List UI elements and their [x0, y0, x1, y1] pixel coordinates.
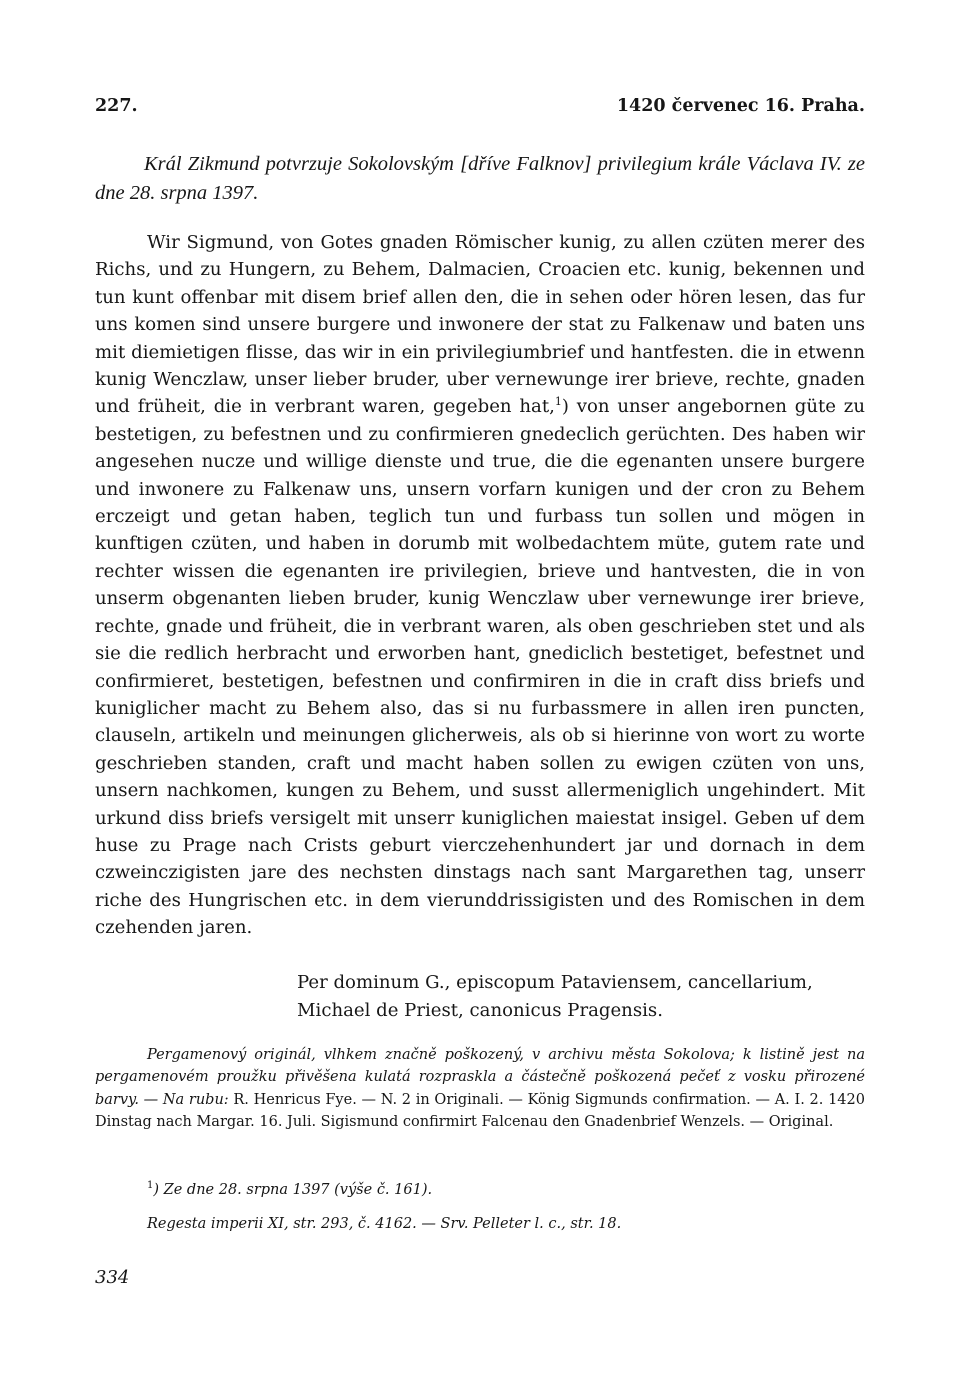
signature-block [297, 969, 865, 1025]
signature-line-2: Michael de Priest, canonicus Pragensis. [297, 1000, 663, 1021]
signature-line-1: Per dominum G., episcopum Pataviensem, cancellarium, [297, 972, 813, 993]
archival-note-italic: Pergamenový originál, vlhkem značně poškozený, v archivu města Sokolova; k listině jest na pergamenovém proužku přivěšena kulatá rozpraskla a částečně poškozená pečeť z vosku přirozené barvy. — Na rubu: [95, 1047, 865, 1108]
archival-note [95, 1044, 865, 1133]
document-number: 227. [95, 96, 138, 116]
footnote-text: ) Ze dne 28. srpna 1397 (výše č. 161). [153, 1181, 433, 1198]
document-page [95, 0, 865, 1380]
document-date-place: 1420 červenec 16. Praha. [616, 96, 865, 116]
charter-text-part-2: ) von unser angebornen güte zu bestetigen, zu befestnen und zu confirmieren gnedeclich gerüchten. Des haben wir angesehen nucze und willige dienste und true, die die egenanten unsere burgere und inwonere zu Falkenaw uns, unsern vorfarn kunigen und der cron zu Behem erczeigt und getan haben, teglich tun und furbass tun sollen und mögen in kunftigen czüten, und haben in dorumb mit wolbedachtem müte, gutem rate und rechter wissen die egenanten ire privilegien, brieve und hantvesten, die in von unserm obgenanten lieben bruder, kunig Wenczlaw uber vernewunge irer brieve, rechte, gnade und früheit, die in verbrant waren, als oben geschrieben stet und als sie die redlich herbracht und erworben hant, gnediclich bestetiget, befestnet und confirmieret, bestetigen, befestnen und confirmiren in die in craft diss briefs und kuniglicher macht zu Behem also, das si nu furbassmere in allen iren puncten, clauseln, artikeln und meinungen glicherweis, als ob si hierinne von wort zu worte geschrieben standen, craft und macht haben sollen zu ewigen czüten von uns, unsern nachkomen, kungen zu Behem, und susst allermeniglich ungehindert. Mit urkund diss briefs versigelt mit unserr kuniglichen maiestat insigel. Geben uf dem huse zu Prage nach Crists geburt vierczehenhundert jar und dornach in dem czweinczigisten jare des nechsten dinstags nach sant Margarethen tag, unserr riche des Hungrischen etc. in dem vierunddrissigisten und des Romischen in dem czehenden jaren. [95, 396, 865, 939]
czech-summary: Král Zikmund potvrzuje Sokolovským [dříve Falknov] privilegium krále Václava IV. ze dne 28. srpna 1397. [95, 153, 865, 204]
charter-text [95, 229, 865, 942]
regesta-reference: Regesta imperii XI, str. 293, č. 4162. — Srv. Pelleter l. c., str. 18. [147, 1216, 622, 1232]
footnote-reference: 1 [554, 395, 562, 409]
document-header [95, 96, 865, 126]
footnote [147, 1175, 865, 1201]
footnote-mark: 1 [147, 1180, 154, 1191]
page-number: 334 [95, 1267, 130, 1288]
charter-text-part-1: Wir Sigmund, von Gotes gnaden Römischer kunig, zu allen czüten merer des Richs, und zu Hungern, zu Behem, Dalmacien, Croacien etc. kunig, bekennen und tun kunt offenbar mit disem brief allen den, die in sehen oder hören lesen, das fur uns komen sind unsere burgere und inwonere der stat zu Falkenaw und baten uns mit diemietigen flisse, das wir in ein privilegiumbrief und hantfesten. die in etwenn kunig Wenczlaw, unser lieber bruder, uber vernewunge irer brieve, rechte, gnaden und früheit, die in verbrant waren, gegeben hat, [95, 232, 865, 418]
archival-note-plain: R. Henricus Fye. — N. 2 in Originali. — König Sigmunds confirmation. — A. I. 2. 1420 Dinstag nach Margar. 16. Juli. Sigismund confirmirt Falcenau den Gnadenbrief Wenzels. — Original. [95, 1091, 865, 1130]
